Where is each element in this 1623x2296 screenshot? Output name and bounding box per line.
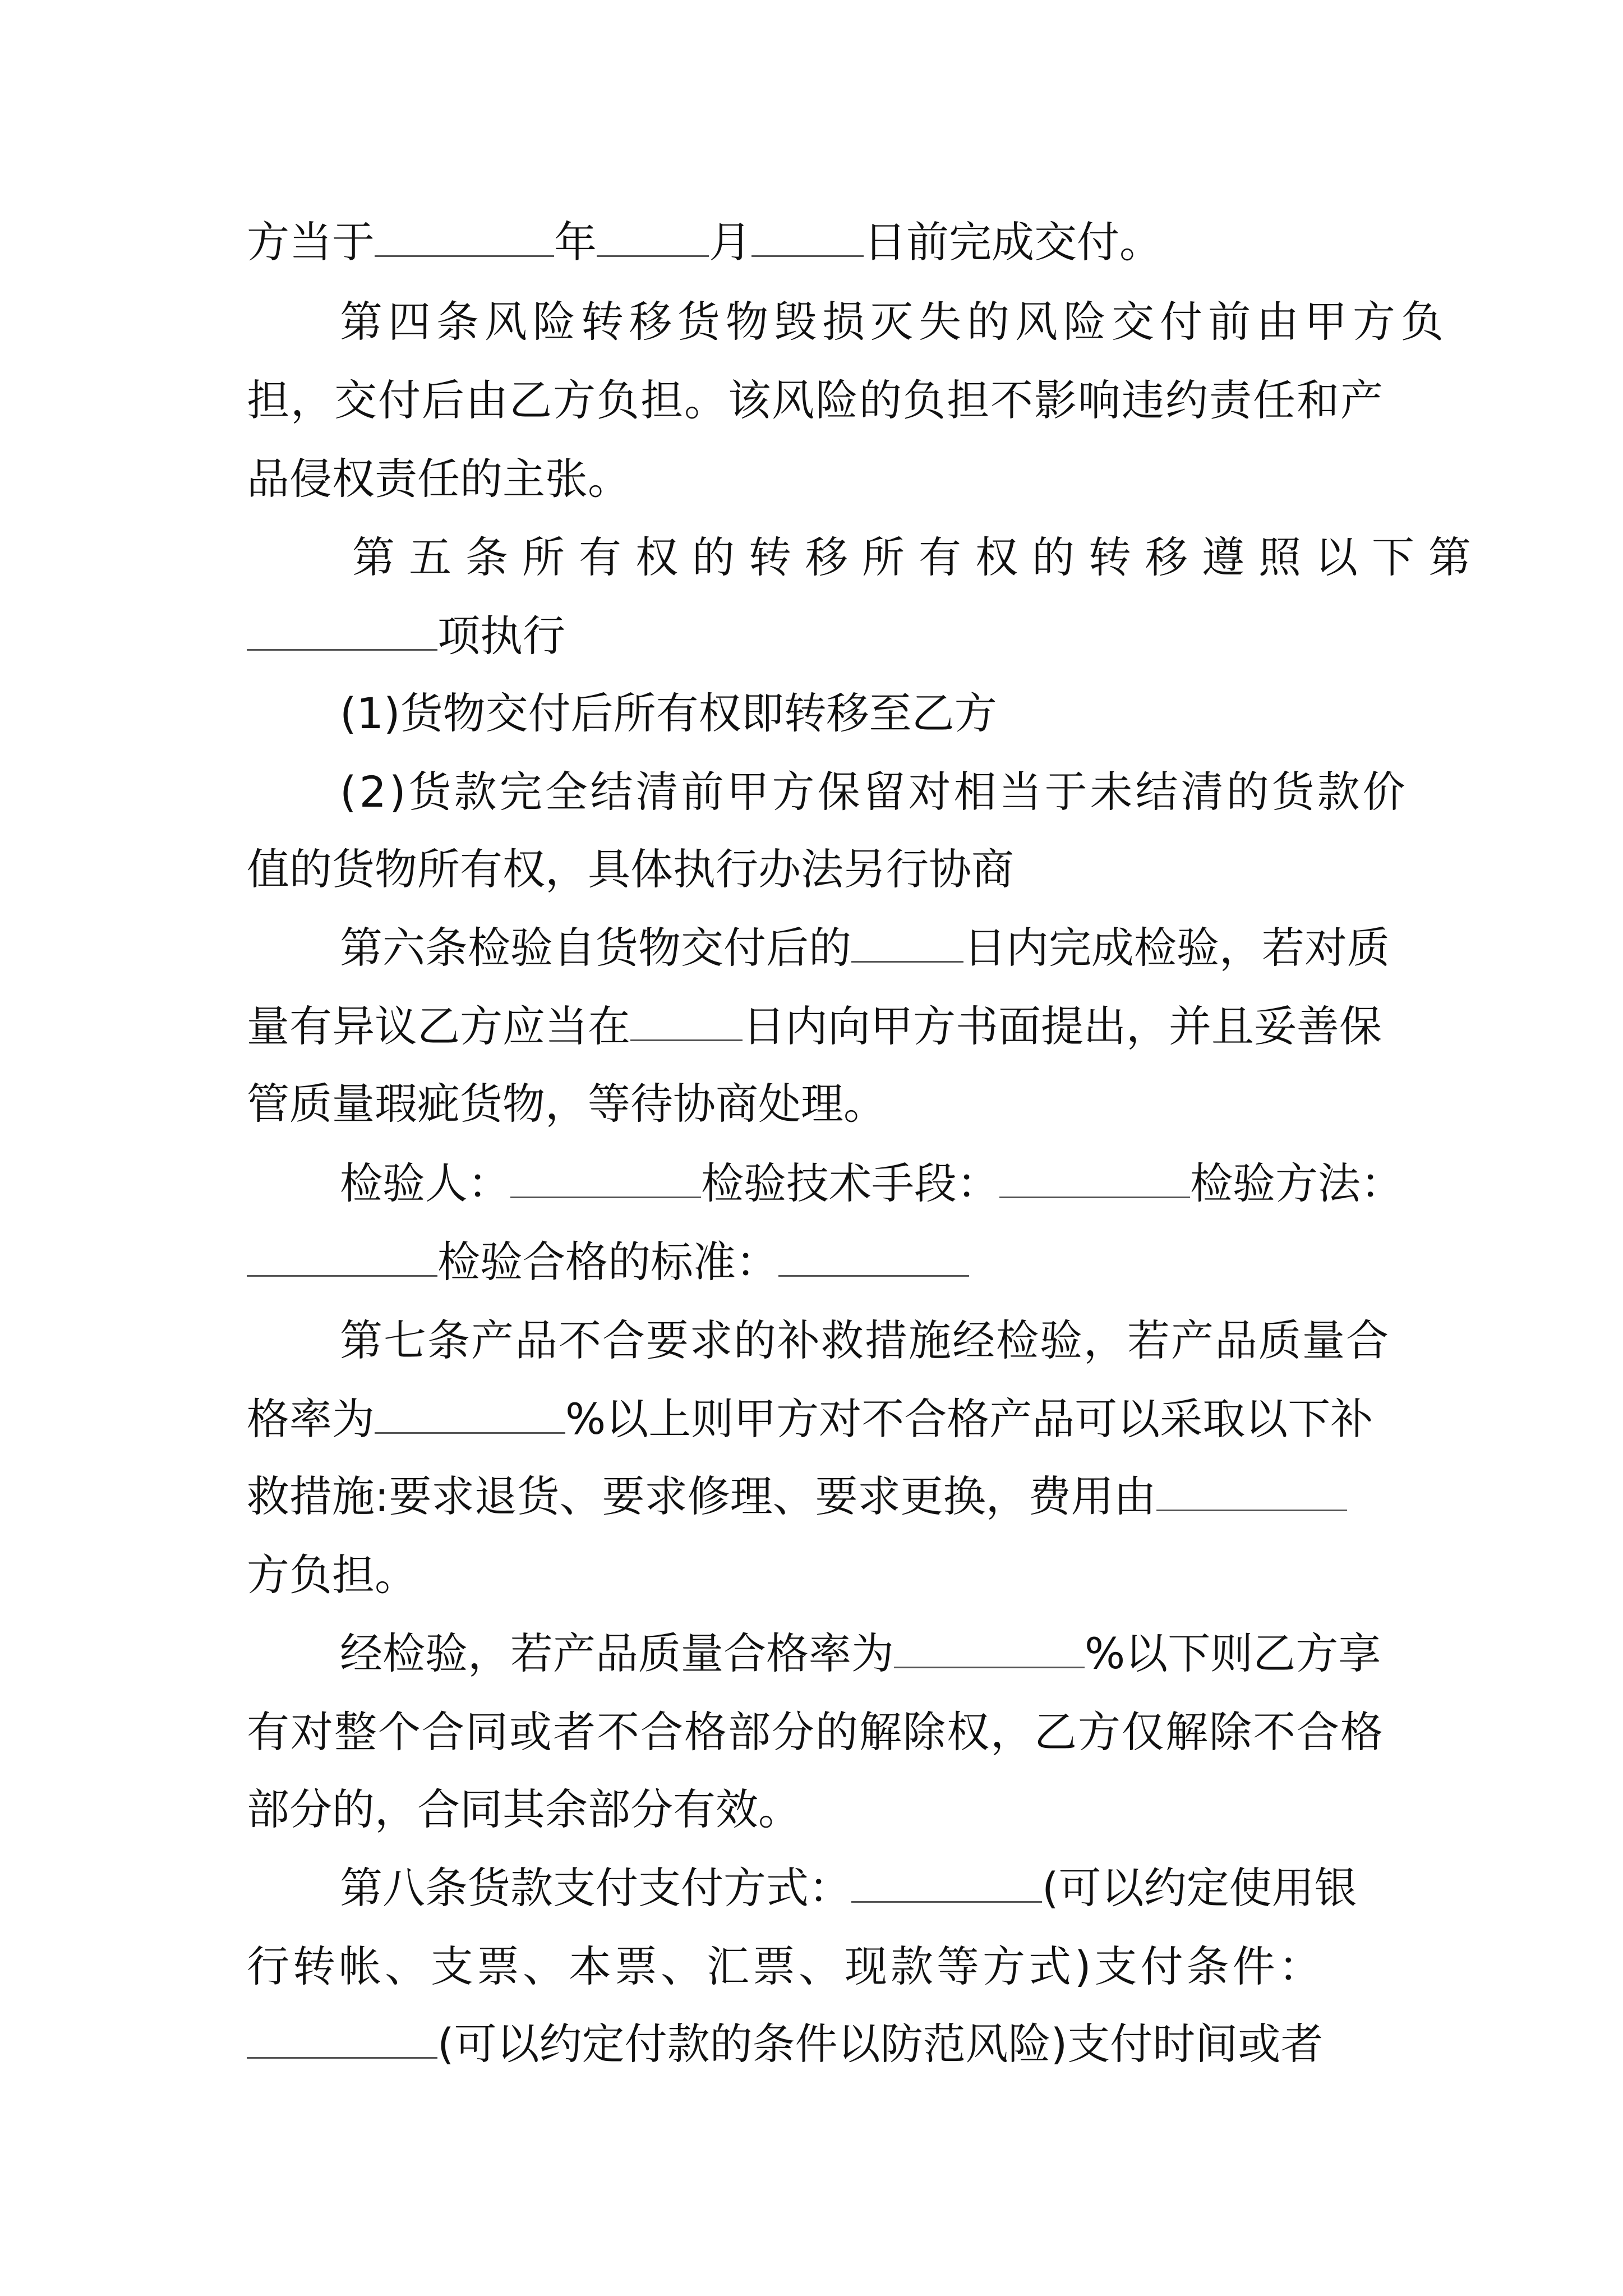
- paragraph-line: [247, 1228, 1396, 1296]
- line-text: 救措施:要求退货、要求修理、要求更换，费用由: [247, 1471, 1156, 1521]
- line-text: 经检验，若产品质量合格率为: [340, 1628, 894, 1678]
- fill-blank-pass-rate-below[interactable]: [894, 1632, 1085, 1668]
- paragraph-line: [247, 993, 1396, 1060]
- fill-blank-inspection-technique[interactable]: [999, 1162, 1190, 1198]
- line-text: 年: [554, 217, 597, 267]
- line-text: 有对整个合同或者不合格部分的解除权，乙方仅解除不合格: [247, 1707, 1384, 1757]
- paragraph-line: [340, 914, 1396, 982]
- fill-blank-payment-condition[interactable]: [247, 2022, 437, 2059]
- paragraph-line: [340, 680, 1396, 747]
- line-text: 方负担。: [247, 1550, 417, 1600]
- paragraph-line: [247, 445, 1396, 513]
- paragraph-line: [247, 1699, 1396, 1766]
- fill-blank-day[interactable]: [751, 220, 864, 257]
- line-text: 第八条货款支付支付方式：: [340, 1863, 851, 1913]
- paragraph-line: [340, 1855, 1396, 1922]
- line-text: (2)货款完全结清前甲方保留对相当于未结清的货款价: [340, 767, 1408, 817]
- fill-blank-pass-standard[interactable]: [778, 1240, 969, 1277]
- line-text: %以下则乙方享: [1085, 1628, 1381, 1678]
- paragraph-line: [247, 836, 1396, 903]
- line-text: (1)货物交付后所有权即转移至乙方: [340, 688, 997, 738]
- paragraph-line: [340, 758, 1408, 826]
- line-text: (可以约定使用银: [1042, 1863, 1357, 1913]
- fill-blank-ownership-option[interactable]: [247, 614, 437, 651]
- fill-blank-year[interactable]: [375, 220, 554, 257]
- paragraph-line: [247, 1463, 1396, 1530]
- fill-blank-inspector[interactable]: [510, 1162, 701, 1198]
- paragraph-line: [352, 524, 1485, 591]
- paragraph-line: [247, 1933, 1396, 2000]
- paragraph-line: [247, 1776, 1396, 1843]
- line-text: 第五条所有权的转移所有权的转移遵照以下第: [352, 532, 1485, 582]
- line-text: 日前完成交付。: [864, 217, 1162, 267]
- line-text: %以上则甲方对不合格产品可以采取以下补: [565, 1394, 1373, 1444]
- line-text: 项执行: [437, 611, 565, 661]
- fill-blank-cost-bearer[interactable]: [1156, 1475, 1347, 1511]
- fill-blank-month[interactable]: [597, 220, 709, 257]
- line-text: 检验合格的标准：: [437, 1237, 778, 1287]
- fill-blank-pass-rate-above[interactable]: [375, 1397, 565, 1434]
- line-text: 值的货物所有权，具体执行办法另行协商: [247, 844, 1014, 894]
- line-text: 品侵权责任的主张。: [247, 454, 630, 504]
- paragraph-line: [247, 209, 1396, 276]
- line-text: 月: [709, 217, 751, 267]
- line-text: 担，交付后由乙方负担。该风险的负担不影响违约责任和产: [247, 375, 1384, 425]
- line-text: 日内向甲方书面提出，并且妥善保: [743, 1001, 1382, 1051]
- paragraph-line: [247, 2010, 1396, 2078]
- paragraph-line: [340, 1620, 1396, 1687]
- paragraph-line: [247, 367, 1396, 434]
- fill-blank-inspection-method[interactable]: [247, 1240, 437, 1277]
- line-text: 第六条检验自货物交付后的: [340, 923, 851, 973]
- paragraph-line: [340, 288, 1449, 356]
- line-text: 检验人：: [340, 1158, 510, 1208]
- paragraph-line: [247, 1386, 1396, 1453]
- line-text: 检验方法：: [1190, 1158, 1403, 1208]
- line-text: 行转帐、支票、本票、汇票、现款等方式)支付条件：: [247, 1941, 1325, 1991]
- fill-blank-payment-method[interactable]: [851, 1866, 1042, 1903]
- line-text: 部分的，合同其余部分有效。: [247, 1784, 801, 1834]
- line-text: 量有异议乙方应当在: [247, 1001, 630, 1051]
- fill-blank-inspection-days[interactable]: [851, 926, 963, 963]
- fill-blank-objection-days[interactable]: [630, 1005, 743, 1041]
- line-text: 检验技术手段：: [701, 1158, 999, 1208]
- line-text: 管质量瑕疵货物，等待协商处理。: [247, 1079, 886, 1129]
- line-text: 第七条产品不合要求的补救措施经检验，若产品质量合: [340, 1315, 1390, 1365]
- line-text: 格率为: [247, 1394, 375, 1444]
- paragraph-line: [247, 1542, 1396, 1609]
- line-text: 日内完成检验，若对质: [963, 923, 1390, 973]
- line-text: 方当于: [247, 217, 375, 267]
- line-text: (可以约定付款的条件以防范风险)支付时间或者: [437, 2019, 1324, 2069]
- paragraph-line: [247, 602, 1396, 670]
- paragraph-line: [247, 1070, 1396, 1138]
- line-text: 第四条风险转移货物毁损灭失的风险交付前由甲方负: [340, 297, 1449, 347]
- paragraph-line: [340, 1307, 1396, 1374]
- paragraph-line: [340, 1150, 1403, 1217]
